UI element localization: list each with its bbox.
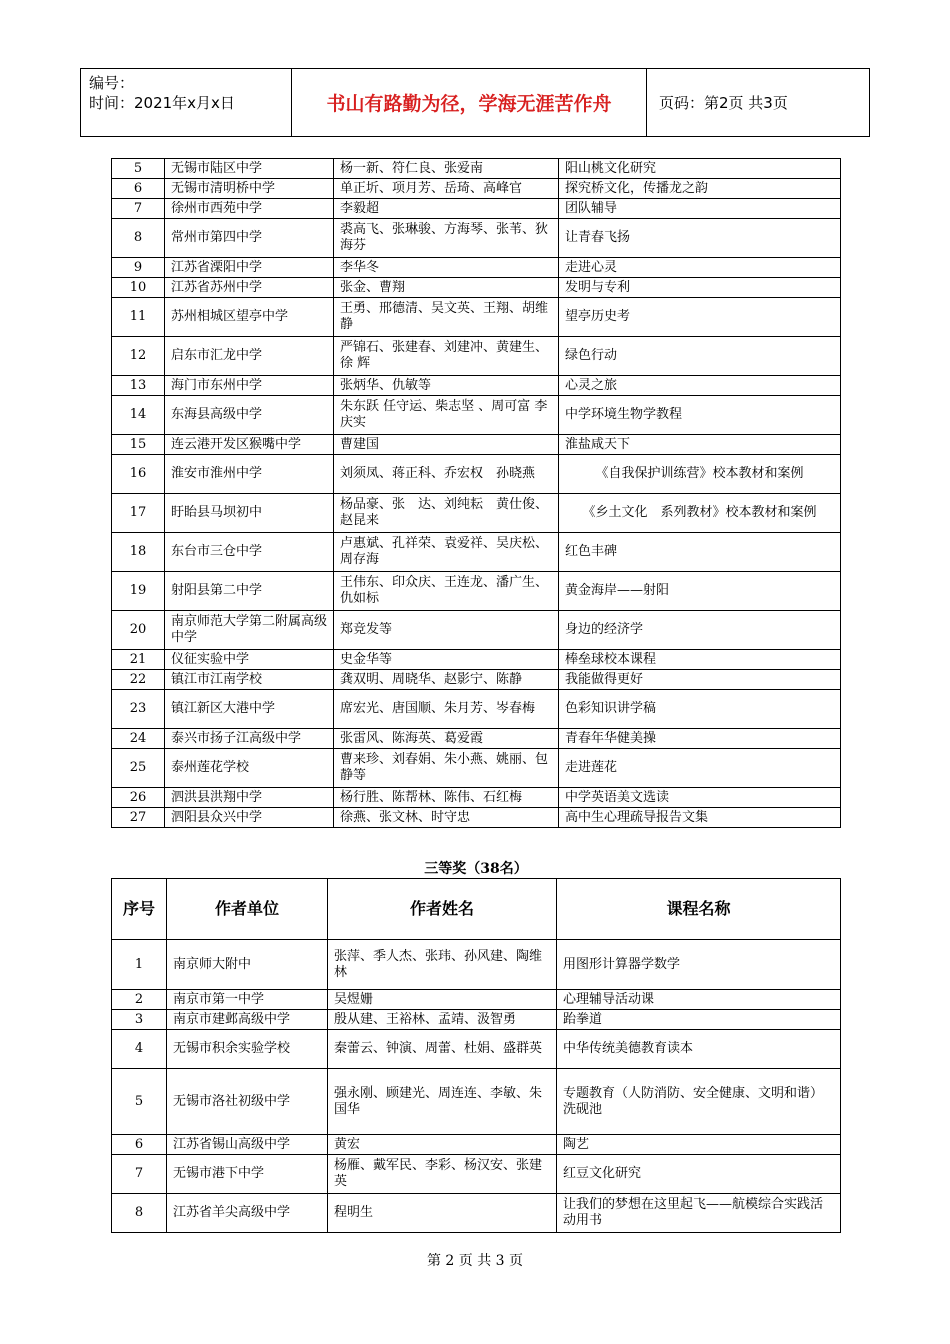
table-row — [112, 494, 841, 533]
author-names: 杨一新、符仁良、张爱南 — [334, 159, 559, 179]
author-names: 杨品豪、张 达、刘纯耘 黄仕俊、赵昆来 — [334, 494, 559, 533]
author-names: 严锦石、张建春、刘建冲、黄建生、徐 辉 — [334, 337, 559, 376]
author-unit: 泗洪县洪翔中学 — [165, 788, 334, 808]
author-names: 殷从建、王裕林、孟靖、汲智勇 — [328, 1010, 557, 1030]
author-unit: 南京师范大学第二附属高级中学 — [165, 611, 334, 650]
author-names: 张萍、季人杰、张玮、孙风建、陶维林 — [328, 940, 557, 990]
course-name: 望亭历史考 — [559, 298, 841, 337]
table-row — [112, 159, 841, 179]
course-name: 色彩知识讲学稿 — [559, 690, 841, 729]
author-unit: 泰州莲花学校 — [165, 749, 334, 788]
header-meta — [81, 69, 292, 137]
author-names: 强永刚、顾建光、周连连、李敏、朱国华 — [328, 1069, 557, 1135]
table-row — [112, 990, 841, 1010]
author-names: 徐燕、张文林、时守忠 — [334, 808, 559, 828]
header-index: 序号 — [112, 879, 167, 940]
author-unit: 泗阳县众兴中学 — [165, 808, 334, 828]
row-index: 4 — [112, 1030, 167, 1069]
author-unit: 启东市汇龙中学 — [165, 337, 334, 376]
table-row — [112, 278, 841, 298]
table-row — [112, 808, 841, 828]
table-row — [112, 1155, 841, 1194]
course-name: 青春年华健美操 — [559, 729, 841, 749]
author-names: 郑竞发等 — [334, 611, 559, 650]
course-name: 高中生心理疏导报告文集 — [559, 808, 841, 828]
author-names: 程明生 — [328, 1194, 557, 1233]
author-unit: 连云港开发区猴嘴中学 — [165, 435, 334, 455]
row-index: 24 — [112, 729, 165, 749]
table-row — [112, 611, 841, 650]
header-author-names: 作者姓名 — [328, 879, 557, 940]
row-index: 21 — [112, 650, 165, 670]
row-index: 19 — [112, 572, 165, 611]
author-unit: 盱眙县马坝初中 — [165, 494, 334, 533]
table-row — [112, 376, 841, 396]
table-header-row — [112, 879, 841, 940]
author-names: 黄宏 — [328, 1135, 557, 1155]
course-name: 《自我保护训练营》校本教材和案例 — [559, 455, 841, 494]
table-row — [112, 455, 841, 494]
course-name: 发明与专利 — [559, 278, 841, 298]
row-index: 22 — [112, 670, 165, 690]
author-names: 王伟东、印众庆、王连龙、潘广生、仇如标 — [334, 572, 559, 611]
table-row — [112, 435, 841, 455]
author-unit: 无锡市积余实验学校 — [167, 1030, 328, 1069]
table-row — [112, 1010, 841, 1030]
row-index: 3 — [112, 1010, 167, 1030]
table-row — [112, 396, 841, 435]
author-names: 李毅超 — [334, 199, 559, 219]
author-unit: 镇江市江南学校 — [165, 670, 334, 690]
table-row — [112, 788, 841, 808]
course-name: 我能做得更好 — [559, 670, 841, 690]
table-row — [112, 219, 841, 258]
author-unit: 仪征实验中学 — [165, 650, 334, 670]
author-unit: 东海县高级中学 — [165, 396, 334, 435]
author-names: 王勇、邢德清、吴文英、王翔、胡维静 — [334, 298, 559, 337]
third-award-title: 三等奖（38名） — [424, 861, 528, 877]
author-names: 张雷风、陈海英、葛爱霞 — [334, 729, 559, 749]
row-index: 12 — [112, 337, 165, 376]
author-names: 刘须凤、蒋正科、乔宏权 孙晓燕 — [334, 455, 559, 494]
course-name: 陶艺 — [557, 1135, 841, 1155]
row-index: 8 — [112, 219, 165, 258]
row-index: 8 — [112, 1194, 167, 1233]
author-names: 吴煜姗 — [328, 990, 557, 1010]
author-names: 席宏光、唐国顺、朱月芳、岑春梅 — [334, 690, 559, 729]
course-name: 淮盐咸天下 — [559, 435, 841, 455]
row-index: 23 — [112, 690, 165, 729]
author-names: 裘高飞、张琳骏、方海琴、张苇、狄海芬 — [334, 219, 559, 258]
author-names: 史金华等 — [334, 650, 559, 670]
author-unit: 无锡市陆区中学 — [165, 159, 334, 179]
page-header — [80, 68, 870, 137]
table-row — [112, 199, 841, 219]
row-index: 7 — [112, 199, 165, 219]
course-name: 身边的经济学 — [559, 611, 841, 650]
author-unit: 南京市建邺高级中学 — [167, 1010, 328, 1030]
author-names: 卢惠斌、孔祥荣、袁爱祥、吴庆松、周存海 — [334, 533, 559, 572]
author-unit: 射阳县第二中学 — [165, 572, 334, 611]
row-index: 1 — [112, 940, 167, 990]
author-names: 曹来珍、刘春娟、朱小燕、姚丽、包静等 — [334, 749, 559, 788]
row-index: 5 — [112, 159, 165, 179]
author-unit: 徐州市西苑中学 — [165, 199, 334, 219]
row-index: 2 — [112, 990, 167, 1010]
author-unit: 泰兴市扬子江高级中学 — [165, 729, 334, 749]
author-unit: 无锡市清明桥中学 — [165, 179, 334, 199]
author-names: 单正圻、项月芳、岳琦、高峰官 — [334, 179, 559, 199]
row-index: 14 — [112, 396, 165, 435]
author-unit: 东台市三仓中学 — [165, 533, 334, 572]
table-row — [112, 337, 841, 376]
table-row — [112, 533, 841, 572]
table-row — [112, 258, 841, 278]
course-name: 用图形计算器学数学 — [557, 940, 841, 990]
author-unit: 南京市第一中学 — [167, 990, 328, 1010]
course-name: 红豆文化研究 — [557, 1155, 841, 1194]
row-index: 17 — [112, 494, 165, 533]
table-row — [112, 749, 841, 788]
row-index: 27 — [112, 808, 165, 828]
author-unit: 江苏省锡山高级中学 — [167, 1135, 328, 1155]
table-row — [112, 572, 841, 611]
table-row — [112, 1135, 841, 1155]
row-index: 10 — [112, 278, 165, 298]
course-name: 绿色行动 — [559, 337, 841, 376]
table-row — [112, 940, 841, 990]
document-number-label: 编号： — [89, 74, 135, 92]
course-name: 《乡土文化 系列教材》校本教材和案例 — [559, 494, 841, 533]
author-unit: 江苏省溧阳中学 — [165, 258, 334, 278]
author-unit: 镇江新区大港中学 — [165, 690, 334, 729]
table-row — [112, 1030, 841, 1069]
row-index: 16 — [112, 455, 165, 494]
course-name: 红色丰碑 — [559, 533, 841, 572]
author-names: 龚双明、周晓华、赵影宁、陈静 — [334, 670, 559, 690]
document-date-label: 时间：2021年x月x日 — [89, 94, 235, 112]
course-name: 跆拳道 — [557, 1010, 841, 1030]
author-unit: 无锡市洛社初级中学 — [167, 1069, 328, 1135]
author-names: 杨雁、戴军民、李彩、杨汉安、张建英 — [328, 1155, 557, 1194]
course-name: 中学环境生物学教程 — [559, 396, 841, 435]
author-unit: 无锡市港下中学 — [167, 1155, 328, 1194]
row-index: 6 — [112, 1135, 167, 1155]
author-names: 秦蕾云、钟演、周蕾、杜娟、盛群英 — [328, 1030, 557, 1069]
author-names: 杨行胜、陈帮林、陈伟、石红梅 — [334, 788, 559, 808]
author-names: 张金、曹翔 — [334, 278, 559, 298]
header-page-number: 页码：第2页 共3页 — [647, 69, 870, 137]
author-names: 曹建国 — [334, 435, 559, 455]
author-unit: 淮安市淮州中学 — [165, 455, 334, 494]
course-name: 走进心灵 — [559, 258, 841, 278]
header-motto: 书山有路勤为径，学海无涯苦作舟 — [292, 69, 647, 137]
table-row — [112, 1069, 841, 1135]
author-names: 李华冬 — [334, 258, 559, 278]
third-award-table — [111, 878, 841, 1233]
table-row — [112, 650, 841, 670]
row-index: 20 — [112, 611, 165, 650]
course-name: 棒垒球校本课程 — [559, 650, 841, 670]
course-name: 中华传统美德教育读本 — [557, 1030, 841, 1069]
header-author-unit: 作者单位 — [167, 879, 328, 940]
row-index: 25 — [112, 749, 165, 788]
table-row — [112, 729, 841, 749]
row-index: 11 — [112, 298, 165, 337]
author-names: 张炳华、仇敏等 — [334, 376, 559, 396]
row-index: 18 — [112, 533, 165, 572]
course-name: 心灵之旅 — [559, 376, 841, 396]
course-name: 探究桥文化，传播龙之韵 — [559, 179, 841, 199]
course-name: 专题教育（人防消防、安全健康、文明和谐） 洗砚池 — [557, 1069, 841, 1135]
table-row — [112, 298, 841, 337]
author-unit: 苏州相城区望亭中学 — [165, 298, 334, 337]
second-award-table-continued — [111, 158, 841, 828]
row-index: 9 — [112, 258, 165, 278]
row-index: 5 — [112, 1069, 167, 1135]
course-name: 中学英语美文选读 — [559, 788, 841, 808]
course-name: 让我们的梦想在这里起飞——航模综合实践活动用书 — [557, 1194, 841, 1233]
author-unit: 常州市第四中学 — [165, 219, 334, 258]
page-footer: 第 2 页 共 3 页 — [426, 1253, 524, 1269]
row-index: 7 — [112, 1155, 167, 1194]
author-unit: 江苏省羊尖高级中学 — [167, 1194, 328, 1233]
table-row — [112, 690, 841, 729]
row-index: 15 — [112, 435, 165, 455]
author-unit: 江苏省苏州中学 — [165, 278, 334, 298]
table-row — [112, 670, 841, 690]
author-unit: 海门市东州中学 — [165, 376, 334, 396]
course-name: 团队辅导 — [559, 199, 841, 219]
course-name: 心理辅导活动课 — [557, 990, 841, 1010]
course-name: 阳山桃文化研究 — [559, 159, 841, 179]
author-names: 朱东跃 任守运、柴志坚 、周可富 李庆实 — [334, 396, 559, 435]
author-unit: 南京师大附中 — [167, 940, 328, 990]
course-name: 让青春飞扬 — [559, 219, 841, 258]
table-row — [112, 1194, 841, 1233]
header-course-name: 课程名称 — [557, 879, 841, 940]
row-index: 26 — [112, 788, 165, 808]
table-row — [112, 179, 841, 199]
row-index: 13 — [112, 376, 165, 396]
row-index: 6 — [112, 179, 165, 199]
course-name: 黄金海岸——射阳 — [559, 572, 841, 611]
course-name: 走进莲花 — [559, 749, 841, 788]
